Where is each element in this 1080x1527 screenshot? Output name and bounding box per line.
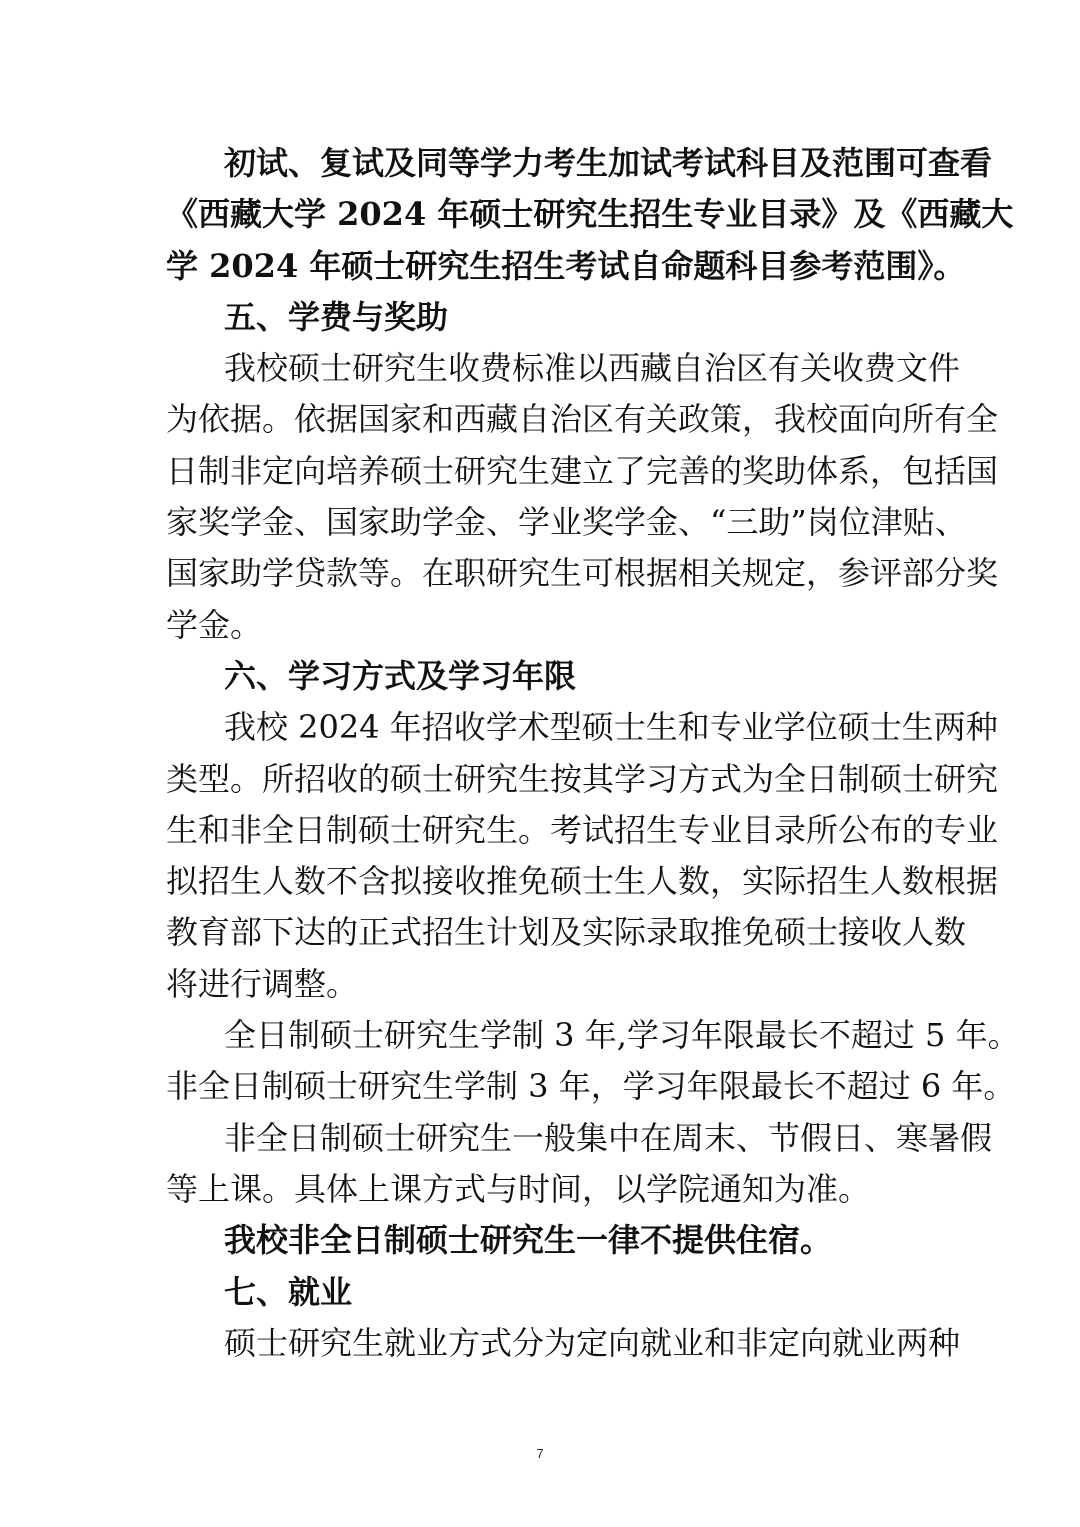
text-line: 教育部下达的正式招生计划及实际录取推免硕士接收人数	[166, 913, 967, 952]
study-duration-paragraph	[166, 1010, 1020, 1113]
text-line: 等上课。具体上课方式与时间，以学院通知为准。	[166, 1169, 871, 1208]
text-line: 我校硕士研究生收费标准以西藏自治区有关收费文件	[224, 349, 961, 388]
text-line: 日制非定向培养硕士研究生建立了完善的奖助体系，包括国	[166, 451, 999, 490]
study-type-paragraph	[166, 702, 999, 1010]
section-heading-tuition: 五、学费与奖助	[224, 297, 449, 336]
text-line: 拟招生人数不含拟接收推免硕士生人数，实际招生人数根据	[166, 862, 999, 901]
document-body	[166, 138, 1020, 1369]
text-line: 初试、复试及同等学力考生加试考试科目及范围可查看	[224, 144, 993, 182]
text-line: 我校 2024 年招收学术型硕士生和专业学位硕士生两种	[224, 708, 998, 747]
text-line: 《西藏大学 2024 年硕士研究生招生专业目录》及《西藏大	[166, 195, 1014, 234]
class-schedule-paragraph	[166, 1113, 993, 1216]
text-line: 国家助学贷款等。在职研究生可根据相关规定，参评部分奖	[166, 554, 999, 593]
section-heading-employment: 七、就业	[224, 1272, 353, 1311]
tuition-paragraph	[166, 343, 999, 651]
text-line: 非全日制硕士研究生一般集中在周末、节假日、寒暑假	[224, 1118, 993, 1157]
text-line: 学金。	[166, 605, 263, 644]
page-number: 7	[536, 1446, 544, 1461]
text-line: 将进行调整。	[166, 964, 359, 1003]
section-heading-study-mode: 六、学习方式及学习年限	[224, 656, 577, 695]
text-line: 全日制硕士研究生学制 3 年,学习年限最长不超过 5 年。	[224, 1016, 1020, 1055]
text-line: 为依据。依据国家和西藏自治区有关政策，我校面向所有全	[166, 400, 999, 439]
employment-paragraph	[166, 1318, 961, 1369]
text-line: 家奖学金、国家助学金、学业奖学金、“三助”岗位津贴、	[166, 503, 967, 542]
text-line: 生和非全日制硕士研究生。考试招生专业目录所公布的专业	[166, 810, 999, 849]
text-line: 类型。所招收的硕士研究生按其学习方式为全日制硕士研究	[166, 759, 999, 798]
text-line: 非全日制硕士研究生学制 3 年，学习年限最长不超过 6 年。	[166, 1067, 1016, 1106]
accommodation-notice: 我校非全日制硕士研究生一律不提供住宿。	[224, 1221, 833, 1260]
exam-scope-paragraph	[166, 138, 1014, 292]
text-line: 硕士研究生就业方式分为定向就业和非定向就业两种	[224, 1323, 961, 1362]
text-line: 学 2024 年硕士研究生招生考试自命题科目参考范围》。	[166, 246, 966, 285]
